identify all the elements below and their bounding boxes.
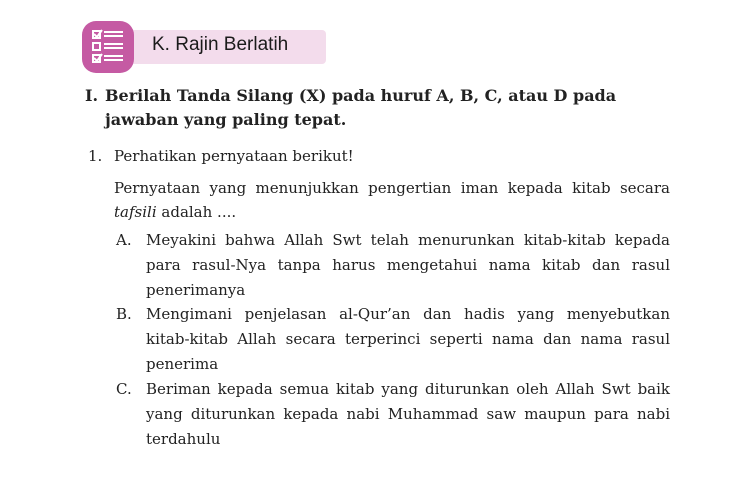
question-stem [114, 176, 670, 224]
option-letter: A. [116, 231, 132, 249]
option-text: Mengimani penjelasan al-Qur’an dan hadis yang menyebutkan kitab-kitab Allah secara terperinci seperti nama dan nama rasul penerima [146, 305, 670, 373]
stem-after: adalah .... [156, 203, 237, 221]
question-prompt: Perhatikan pernyataan berikut! [114, 147, 354, 165]
page-title: K. Rajin Berlatih [152, 34, 289, 55]
option-text: Beriman kepada semua kitab yang diturunkan oleh Allah Swt baik yang diturunkan kepada nabi Muhammad saw maupun para nabi terdahulu [146, 380, 670, 448]
option-letter: B. [116, 305, 132, 323]
option-letter: C. [116, 380, 132, 398]
section-instruction-text: Berilah Tanda Silang (X) pada huruf A, B, C, atau D pada jawaban yang paling tepat. [105, 86, 617, 129]
stem-italic: tafsili [114, 203, 157, 221]
section-number: I. [85, 86, 99, 105]
option-text: Meyakini bahwa Allah Swt telah menurunkan kitab-kitab kepada para rasul-Nya tanpa harus mengetahui nama kitab dan rasul penerimanya [146, 231, 670, 299]
question-number: 1. [88, 147, 103, 165]
checklist-icon [82, 21, 134, 73]
section-header [82, 21, 326, 73]
stem-before: Pernyataan yang menunjukkan pengertian iman kepada kitab secara [114, 179, 670, 197]
